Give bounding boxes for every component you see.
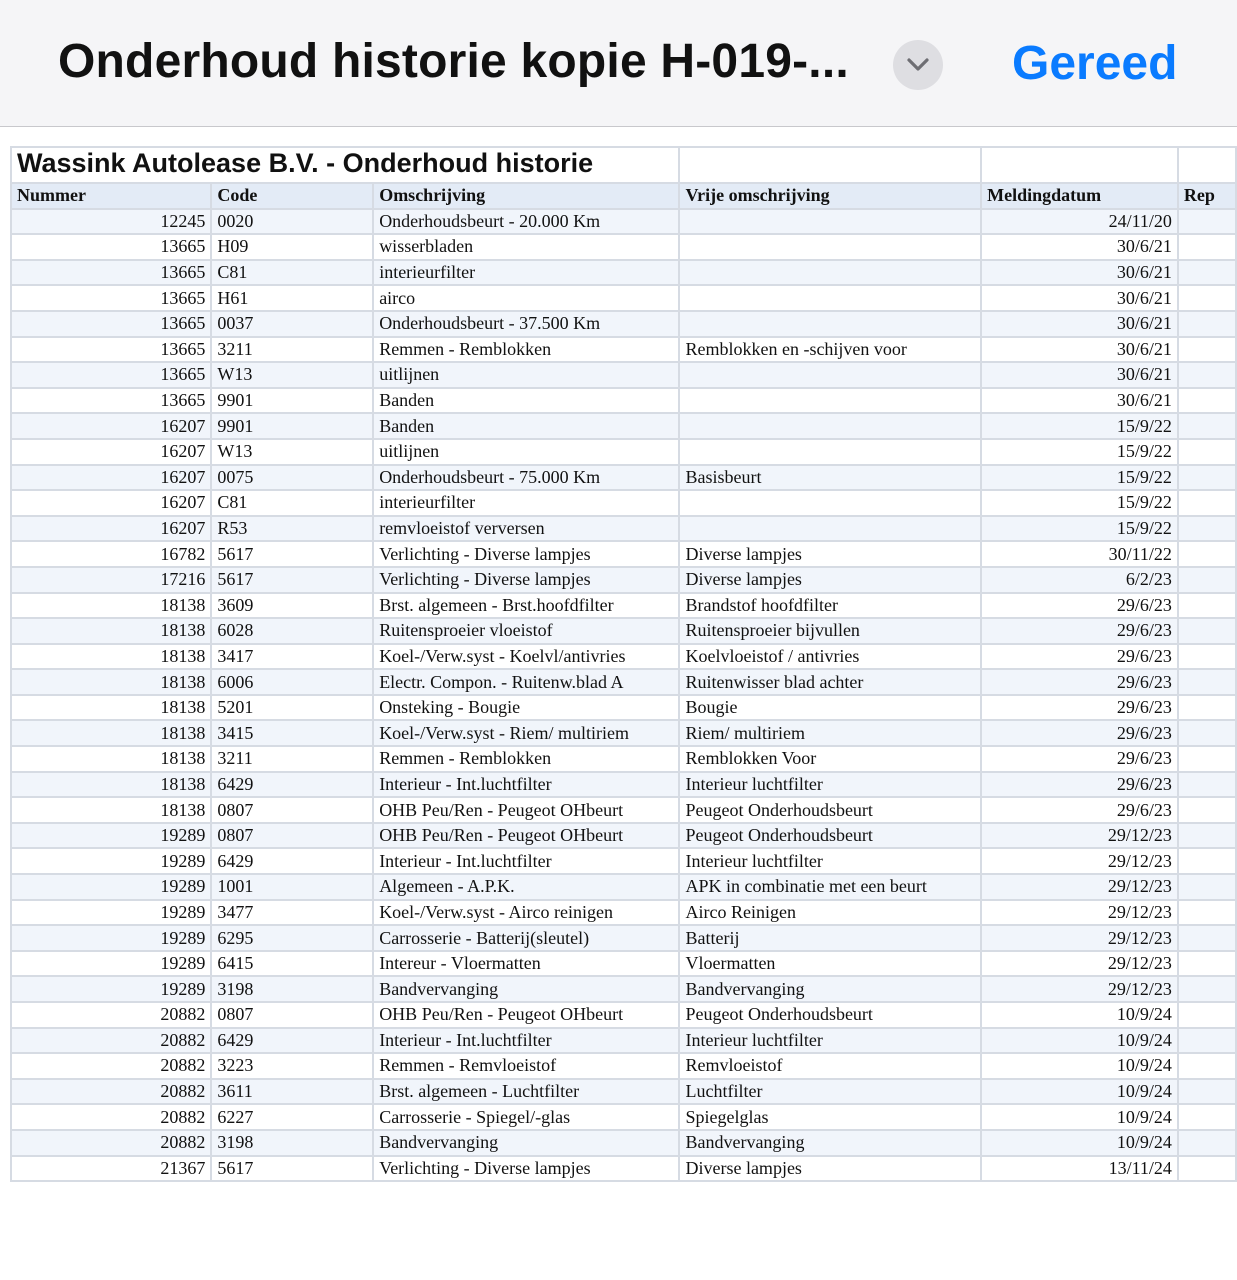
cell-rep xyxy=(1178,439,1236,465)
cell-rep xyxy=(1178,516,1236,542)
cell-code: C81 xyxy=(211,490,373,516)
cell-vrije-omschrijving: Koelvloeistof / antivries xyxy=(679,644,981,670)
cell-nummer: 20882 xyxy=(11,1079,211,1105)
cell-rep xyxy=(1178,388,1236,414)
cell-vrije-omschrijving: Bandvervanging xyxy=(679,976,981,1002)
cell-omschrijving: Verlichting - Diverse lampjes xyxy=(373,567,679,593)
cell-vrije-omschrijving: Batterij xyxy=(679,925,981,951)
cell-nummer: 16207 xyxy=(11,490,211,516)
cell-omschrijving: Remmen - Remblokken xyxy=(373,337,679,363)
cell-rep xyxy=(1178,900,1236,926)
cell-vrije-omschrijving: Diverse lampjes xyxy=(679,1156,981,1182)
table-row xyxy=(11,823,1236,849)
cell-rep xyxy=(1178,593,1236,619)
cell-nummer: 16207 xyxy=(11,413,211,439)
cell-omschrijving: Electr. Compon. - Ruitenw.blad A xyxy=(373,669,679,695)
header-omschrijving: Omschrijving xyxy=(373,183,679,209)
table-row xyxy=(11,1053,1236,1079)
cell-omschrijving: Koel-/Verw.syst - Airco reinigen xyxy=(373,900,679,926)
cell-rep xyxy=(1178,541,1236,567)
cell-omschrijving: Banden xyxy=(373,413,679,439)
cell-vrije-omschrijving: Remvloeistof xyxy=(679,1053,981,1079)
cell-nummer: 17216 xyxy=(11,567,211,593)
cell-rep xyxy=(1178,285,1236,311)
cell-omschrijving: OHB Peu/Ren - Peugeot OHbeurt xyxy=(373,823,679,849)
cell-rep xyxy=(1178,567,1236,593)
cell-meldingdatum: 30/6/21 xyxy=(981,311,1178,337)
cell-meldingdatum: 30/6/21 xyxy=(981,362,1178,388)
cell-rep xyxy=(1178,951,1236,977)
cell-vrije-omschrijving: Luchtfilter xyxy=(679,1079,981,1105)
cell-omschrijving: Koel-/Verw.syst - Koelvl/antivries xyxy=(373,644,679,670)
cell-meldingdatum: 29/6/23 xyxy=(981,772,1178,798)
cell-rep xyxy=(1178,925,1236,951)
table-row xyxy=(11,669,1236,695)
cell-nummer: 18138 xyxy=(11,618,211,644)
cell-vrije-omschrijving: Ruitensproeier bijvullen xyxy=(679,618,981,644)
cell-rep xyxy=(1178,311,1236,337)
cell-meldingdatum: 30/6/21 xyxy=(981,260,1178,286)
cell-vrije-omschrijving xyxy=(679,234,981,260)
cell-code: 9901 xyxy=(211,413,373,439)
cell-omschrijving: Interieur - Int.luchtfilter xyxy=(373,848,679,874)
cell-vrije-omschrijving: Brandstof hoofdfilter xyxy=(679,593,981,619)
table-row xyxy=(11,746,1236,772)
cell-code: 3611 xyxy=(211,1079,373,1105)
cell-code: 5617 xyxy=(211,1156,373,1182)
table-row xyxy=(11,593,1236,619)
cell-omschrijving: interieurfilter xyxy=(373,490,679,516)
cell-omschrijving: Algemeen - A.P.K. xyxy=(373,874,679,900)
table-row xyxy=(11,1104,1236,1130)
table-row xyxy=(11,1002,1236,1028)
cell-vrije-omschrijving: Interieur luchtfilter xyxy=(679,1028,981,1054)
table-row xyxy=(11,900,1236,926)
cell-rep xyxy=(1178,1079,1236,1105)
cell-rep xyxy=(1178,797,1236,823)
cell-meldingdatum: 6/2/23 xyxy=(981,567,1178,593)
cell-meldingdatum: 30/6/21 xyxy=(981,234,1178,260)
cell-omschrijving: uitlijnen xyxy=(373,439,679,465)
cell-nummer: 18138 xyxy=(11,695,211,721)
cell-nummer: 13665 xyxy=(11,388,211,414)
cell-nummer: 13665 xyxy=(11,362,211,388)
cell-code: 6295 xyxy=(211,925,373,951)
cell-code: 0075 xyxy=(211,465,373,491)
cell-rep xyxy=(1178,1053,1236,1079)
spreadsheet-view[interactable] xyxy=(0,128,1237,1280)
cell-omschrijving: wisserbladen xyxy=(373,234,679,260)
cell-omschrijving: Banden xyxy=(373,388,679,414)
table-row xyxy=(11,413,1236,439)
table-row xyxy=(11,490,1236,516)
cell-omschrijving: Brst. algemeen - Brst.hoofdfilter xyxy=(373,593,679,619)
cell-nummer: 19289 xyxy=(11,976,211,1002)
cell-rep xyxy=(1178,618,1236,644)
table-row xyxy=(11,720,1236,746)
cell-nummer: 13665 xyxy=(11,260,211,286)
cell-nummer: 20882 xyxy=(11,1028,211,1054)
cell-code: 6028 xyxy=(211,618,373,644)
cell-code: 0807 xyxy=(211,1002,373,1028)
cell-nummer: 20882 xyxy=(11,1053,211,1079)
cell-vrije-omschrijving: Airco Reinigen xyxy=(679,900,981,926)
cell-meldingdatum: 10/9/24 xyxy=(981,1079,1178,1105)
cell-rep xyxy=(1178,362,1236,388)
cell-omschrijving: Interieur - Int.luchtfilter xyxy=(373,772,679,798)
cell-vrije-omschrijving: Ruitenwisser blad achter xyxy=(679,669,981,695)
table-row xyxy=(11,516,1236,542)
cell-code: C81 xyxy=(211,260,373,286)
cell-omschrijving: Ruitensproeier vloeistof xyxy=(373,618,679,644)
cell-rep xyxy=(1178,337,1236,363)
empty-cell xyxy=(981,147,1178,183)
cell-meldingdatum: 15/9/22 xyxy=(981,490,1178,516)
table-row xyxy=(11,644,1236,670)
cell-rep xyxy=(1178,874,1236,900)
table-row xyxy=(11,567,1236,593)
cell-vrije-omschrijving: Peugeot Onderhoudsbeurt xyxy=(679,1002,981,1028)
table-row xyxy=(11,976,1236,1002)
cell-code: 3211 xyxy=(211,337,373,363)
table-row xyxy=(11,285,1236,311)
cell-meldingdatum: 29/12/23 xyxy=(981,925,1178,951)
cell-rep xyxy=(1178,848,1236,874)
cell-code: 0807 xyxy=(211,797,373,823)
cell-vrije-omschrijving xyxy=(679,439,981,465)
sheet-title: Wassink Autolease B.V. - Onderhoud historie xyxy=(17,148,594,178)
cell-rep xyxy=(1178,465,1236,491)
cell-code: 6429 xyxy=(211,772,373,798)
header-vrije-omschrijving: Vrije omschrijving xyxy=(679,183,981,209)
cell-meldingdatum: 13/11/24 xyxy=(981,1156,1178,1182)
empty-cell xyxy=(1178,147,1236,183)
cell-omschrijving: Verlichting - Diverse lampjes xyxy=(373,541,679,567)
cell-vrije-omschrijving xyxy=(679,362,981,388)
cell-vrije-omschrijving xyxy=(679,490,981,516)
cell-vrije-omschrijving: Diverse lampjes xyxy=(679,567,981,593)
cell-omschrijving: Bandvervanging xyxy=(373,976,679,1002)
cell-nummer: 19289 xyxy=(11,925,211,951)
cell-nummer: 18138 xyxy=(11,669,211,695)
cell-rep xyxy=(1178,1028,1236,1054)
cell-nummer: 13665 xyxy=(11,337,211,363)
cell-code: 6227 xyxy=(211,1104,373,1130)
cell-vrije-omschrijving: Vloermatten xyxy=(679,951,981,977)
cell-code: H61 xyxy=(211,285,373,311)
viewer-toolbar xyxy=(0,0,1237,127)
cell-nummer: 20882 xyxy=(11,1002,211,1028)
cell-omschrijving: uitlijnen xyxy=(373,362,679,388)
cell-vrije-omschrijving: Bandvervanging xyxy=(679,1130,981,1156)
empty-cell xyxy=(679,147,981,183)
cell-vrije-omschrijving: Interieur luchtfilter xyxy=(679,772,981,798)
cell-code: H09 xyxy=(211,234,373,260)
table-row xyxy=(11,260,1236,286)
cell-meldingdatum: 29/6/23 xyxy=(981,644,1178,670)
cell-nummer: 16207 xyxy=(11,465,211,491)
title-row xyxy=(11,147,1236,183)
cell-rep xyxy=(1178,1156,1236,1182)
cell-nummer: 19289 xyxy=(11,900,211,926)
cell-nummer: 19289 xyxy=(11,951,211,977)
cell-vrije-omschrijving: Basisbeurt xyxy=(679,465,981,491)
cell-omschrijving: Bandvervanging xyxy=(373,1130,679,1156)
cell-code: 1001 xyxy=(211,874,373,900)
cell-vrije-omschrijving xyxy=(679,413,981,439)
cell-meldingdatum: 30/6/21 xyxy=(981,285,1178,311)
cell-rep xyxy=(1178,413,1236,439)
cell-omschrijving: Interieur - Int.luchtfilter xyxy=(373,1028,679,1054)
cell-vrije-omschrijving: Remblokken Voor xyxy=(679,746,981,772)
cell-rep xyxy=(1178,695,1236,721)
cell-omschrijving: Onderhoudsbeurt - 75.000 Km xyxy=(373,465,679,491)
cell-code: 3198 xyxy=(211,1130,373,1156)
cell-nummer: 19289 xyxy=(11,823,211,849)
cell-vrije-omschrijving: Diverse lampjes xyxy=(679,541,981,567)
cell-omschrijving: OHB Peu/Ren - Peugeot OHbeurt xyxy=(373,1002,679,1028)
cell-meldingdatum: 15/9/22 xyxy=(981,516,1178,542)
chevron-down-icon xyxy=(906,57,930,73)
cell-meldingdatum: 29/12/23 xyxy=(981,900,1178,926)
cell-meldingdatum: 10/9/24 xyxy=(981,1130,1178,1156)
cell-meldingdatum: 29/6/23 xyxy=(981,669,1178,695)
cell-rep xyxy=(1178,772,1236,798)
cell-rep xyxy=(1178,746,1236,772)
cell-rep xyxy=(1178,1104,1236,1130)
cell-meldingdatum: 29/6/23 xyxy=(981,618,1178,644)
cell-rep xyxy=(1178,644,1236,670)
cell-vrije-omschrijving xyxy=(679,285,981,311)
cell-meldingdatum: 29/12/23 xyxy=(981,874,1178,900)
cell-meldingdatum: 29/12/23 xyxy=(981,823,1178,849)
cell-code: 3477 xyxy=(211,900,373,926)
header-code: Code xyxy=(211,183,373,209)
table-row xyxy=(11,439,1236,465)
title-menu-button[interactable] xyxy=(893,40,943,90)
cell-code: 5617 xyxy=(211,567,373,593)
cell-code: 3198 xyxy=(211,976,373,1002)
table-row xyxy=(11,1079,1236,1105)
cell-vrije-omschrijving: APK in combinatie met een beurt xyxy=(679,874,981,900)
sheet-title-cell xyxy=(11,147,679,183)
cell-nummer: 18138 xyxy=(11,772,211,798)
cell-rep xyxy=(1178,976,1236,1002)
cell-nummer: 16207 xyxy=(11,439,211,465)
cell-nummer: 16207 xyxy=(11,516,211,542)
cell-omschrijving: Remmen - Remblokken xyxy=(373,746,679,772)
cell-code: 5617 xyxy=(211,541,373,567)
cell-omschrijving: Remmen - Remvloeistof xyxy=(373,1053,679,1079)
cell-nummer: 18138 xyxy=(11,746,211,772)
cell-omschrijving: Verlichting - Diverse lampjes xyxy=(373,1156,679,1182)
cell-code: W13 xyxy=(211,439,373,465)
cell-code: R53 xyxy=(211,516,373,542)
done-button[interactable]: Gereed xyxy=(1012,37,1178,90)
cell-code: 9901 xyxy=(211,388,373,414)
cell-meldingdatum: 10/9/24 xyxy=(981,1002,1178,1028)
cell-code: 6429 xyxy=(211,1028,373,1054)
header-row xyxy=(11,183,1236,209)
cell-meldingdatum: 29/12/23 xyxy=(981,848,1178,874)
cell-rep xyxy=(1178,720,1236,746)
table-row xyxy=(11,1028,1236,1054)
cell-code: 3415 xyxy=(211,720,373,746)
cell-vrije-omschrijving xyxy=(679,260,981,286)
cell-omschrijving: Brst. algemeen - Luchtfilter xyxy=(373,1079,679,1105)
cell-rep xyxy=(1178,669,1236,695)
cell-omschrijving: Intereur - Vloermatten xyxy=(373,951,679,977)
cell-vrije-omschrijving: Peugeot Onderhoudsbeurt xyxy=(679,797,981,823)
cell-omschrijving: OHB Peu/Ren - Peugeot OHbeurt xyxy=(373,797,679,823)
header-rep: Rep xyxy=(1178,183,1236,209)
cell-vrije-omschrijving: Remblokken en -schijven voor xyxy=(679,337,981,363)
cell-meldingdatum: 30/6/21 xyxy=(981,337,1178,363)
table-row xyxy=(11,209,1236,235)
table-row xyxy=(11,618,1236,644)
table-row xyxy=(11,234,1236,260)
header-nummer: Nummer xyxy=(11,183,211,209)
cell-vrije-omschrijving: Interieur luchtfilter xyxy=(679,848,981,874)
cell-code: 3211 xyxy=(211,746,373,772)
cell-nummer: 20882 xyxy=(11,1104,211,1130)
cell-vrije-omschrijving: Spiegelglas xyxy=(679,1104,981,1130)
cell-meldingdatum: 15/9/22 xyxy=(981,413,1178,439)
cell-omschrijving: Onsteking - Bougie xyxy=(373,695,679,721)
cell-nummer: 12245 xyxy=(11,209,211,235)
header-meldingdatum: Meldingdatum xyxy=(981,183,1178,209)
table-row xyxy=(11,465,1236,491)
cell-meldingdatum: 29/12/23 xyxy=(981,951,1178,977)
table-row xyxy=(11,388,1236,414)
cell-rep xyxy=(1178,260,1236,286)
cell-meldingdatum: 29/6/23 xyxy=(981,797,1178,823)
cell-omschrijving: Onderhoudsbeurt - 20.000 Km xyxy=(373,209,679,235)
cell-rep xyxy=(1178,1002,1236,1028)
cell-omschrijving: Koel-/Verw.syst - Riem/ multiriem xyxy=(373,720,679,746)
cell-omschrijving: airco xyxy=(373,285,679,311)
cell-code: 5201 xyxy=(211,695,373,721)
table-row xyxy=(11,541,1236,567)
document-title: Onderhoud historie kopie H-019-... xyxy=(58,35,849,88)
cell-vrije-omschrijving xyxy=(679,311,981,337)
cell-vrije-omschrijving: Peugeot Onderhoudsbeurt xyxy=(679,823,981,849)
table-row xyxy=(11,797,1236,823)
cell-meldingdatum: 24/11/20 xyxy=(981,209,1178,235)
cell-vrije-omschrijving xyxy=(679,516,981,542)
cell-nummer: 18138 xyxy=(11,720,211,746)
table-row xyxy=(11,874,1236,900)
cell-code: 6006 xyxy=(211,669,373,695)
cell-code: 0037 xyxy=(211,311,373,337)
cell-meldingdatum: 29/6/23 xyxy=(981,746,1178,772)
cell-meldingdatum: 30/6/21 xyxy=(981,388,1178,414)
table-row xyxy=(11,695,1236,721)
cell-rep xyxy=(1178,823,1236,849)
cell-meldingdatum: 29/6/23 xyxy=(981,720,1178,746)
cell-meldingdatum: 15/9/22 xyxy=(981,439,1178,465)
cell-rep xyxy=(1178,1130,1236,1156)
cell-meldingdatum: 29/12/23 xyxy=(981,976,1178,1002)
cell-code: 0807 xyxy=(211,823,373,849)
cell-vrije-omschrijving: Riem/ multiriem xyxy=(679,720,981,746)
cell-rep xyxy=(1178,209,1236,235)
cell-nummer: 18138 xyxy=(11,797,211,823)
cell-nummer: 21367 xyxy=(11,1156,211,1182)
cell-omschrijving: Onderhoudsbeurt - 37.500 Km xyxy=(373,311,679,337)
cell-code: 6415 xyxy=(211,951,373,977)
cell-meldingdatum: 15/9/22 xyxy=(981,465,1178,491)
cell-omschrijving: interieurfilter xyxy=(373,260,679,286)
cell-meldingdatum: 10/9/24 xyxy=(981,1053,1178,1079)
table-row xyxy=(11,951,1236,977)
table-row xyxy=(11,848,1236,874)
maintenance-table xyxy=(10,146,1237,1182)
cell-nummer: 19289 xyxy=(11,874,211,900)
cell-nummer: 20882 xyxy=(11,1130,211,1156)
cell-vrije-omschrijving: Bougie xyxy=(679,695,981,721)
cell-nummer: 13665 xyxy=(11,285,211,311)
cell-omschrijving: remvloeistof verversen xyxy=(373,516,679,542)
cell-omschrijving: Carrosserie - Spiegel/-glas xyxy=(373,1104,679,1130)
table-row xyxy=(11,925,1236,951)
cell-nummer: 19289 xyxy=(11,848,211,874)
cell-code: 0020 xyxy=(211,209,373,235)
cell-code: 6429 xyxy=(211,848,373,874)
cell-code: W13 xyxy=(211,362,373,388)
table-row xyxy=(11,337,1236,363)
cell-code: 3223 xyxy=(211,1053,373,1079)
cell-vrije-omschrijving xyxy=(679,388,981,414)
table-row xyxy=(11,362,1236,388)
cell-meldingdatum: 29/6/23 xyxy=(981,695,1178,721)
cell-nummer: 18138 xyxy=(11,593,211,619)
table-row xyxy=(11,772,1236,798)
cell-nummer: 18138 xyxy=(11,644,211,670)
cell-meldingdatum: 29/6/23 xyxy=(981,593,1178,619)
cell-meldingdatum: 10/9/24 xyxy=(981,1028,1178,1054)
cell-nummer: 16782 xyxy=(11,541,211,567)
table-row xyxy=(11,1130,1236,1156)
cell-omschrijving: Carrosserie - Batterij(sleutel) xyxy=(373,925,679,951)
cell-code: 3609 xyxy=(211,593,373,619)
cell-vrije-omschrijving xyxy=(679,209,981,235)
cell-code: 3417 xyxy=(211,644,373,670)
cell-rep xyxy=(1178,234,1236,260)
table-row xyxy=(11,1156,1236,1182)
cell-rep xyxy=(1178,490,1236,516)
cell-meldingdatum: 30/11/22 xyxy=(981,541,1178,567)
cell-nummer: 13665 xyxy=(11,234,211,260)
cell-meldingdatum: 10/9/24 xyxy=(981,1104,1178,1130)
cell-nummer: 13665 xyxy=(11,311,211,337)
table-row xyxy=(11,311,1236,337)
